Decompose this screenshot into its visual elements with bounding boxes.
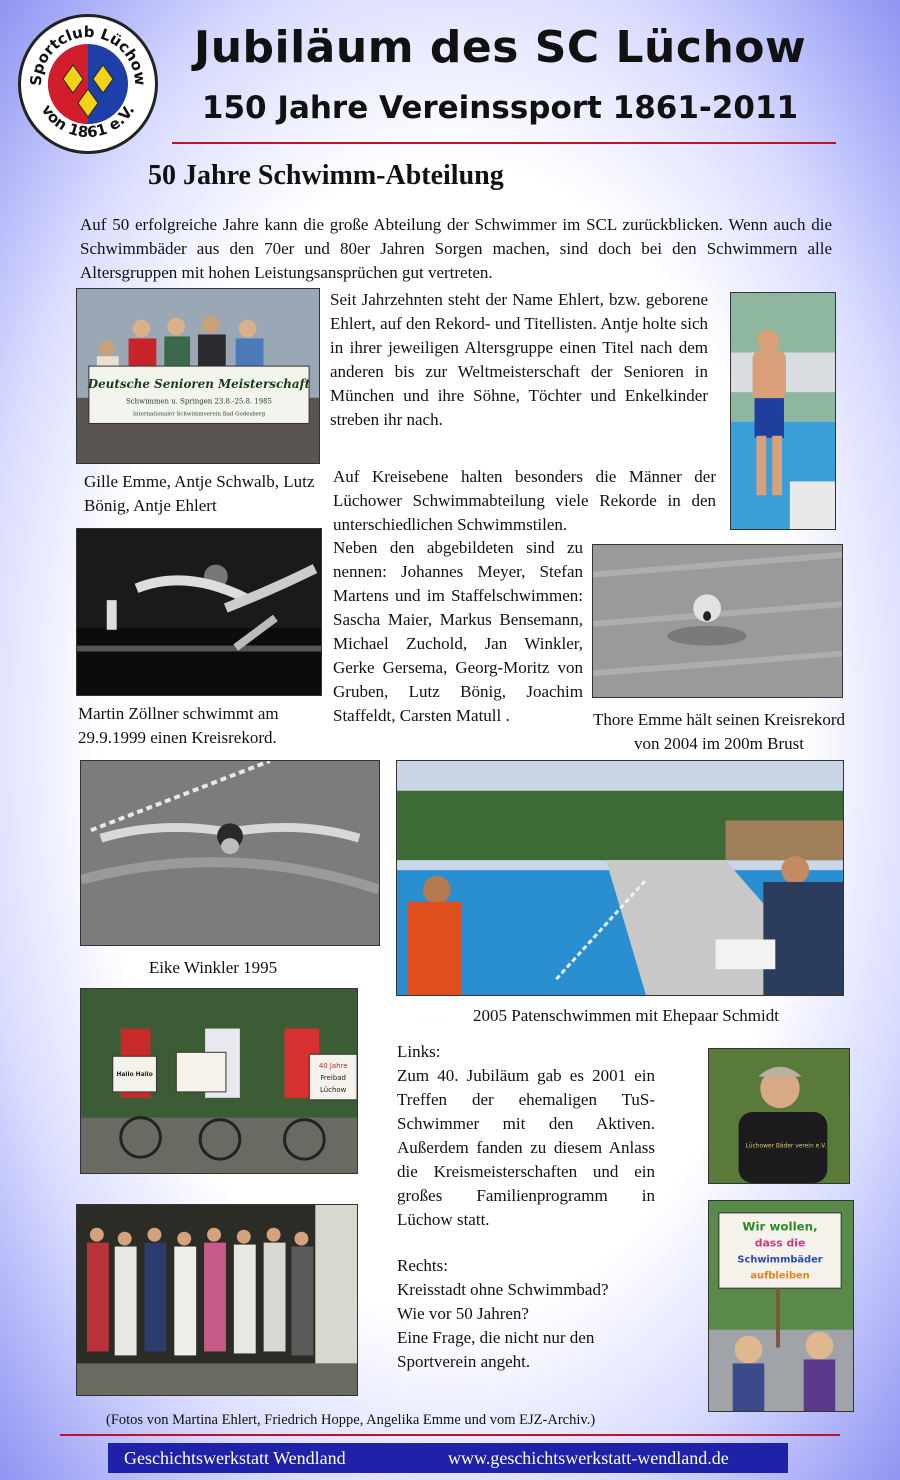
logo-text-top: Sportclub Lüchow <box>26 22 150 87</box>
sign-kids-2: dass die <box>754 1236 806 1250</box>
photo-butterfly <box>80 760 380 946</box>
banner-text-1: Deutsche Senioren Meisterschaft <box>87 376 311 391</box>
shirt-text: Lüchower Bäder verein e.V. <box>745 1143 827 1150</box>
caption-emme: Thore Emme hält seinen Kreisrekord von 2004 im 200m Brust <box>592 710 846 753</box>
rechts-line-2: Wie vor 50 Jahren? <box>397 1304 529 1323</box>
paragraph-ehlert: Seit Jahrzehnten steht der Name Ehlert, bzw. geborene Ehlert, auf den Rekord- und Titellisten. Antje holte sich in ihrer jeweiligen Altersgruppe einen Titel nach dem anderen bis zur Weltmeisterschaft der Senioren in München und ihre Söhne, Töchter und Enkelkinder streben ihr nach. <box>330 290 708 429</box>
rechts-label: Rechts: <box>397 1256 448 1275</box>
rechts-line-1: Kreisstadt ohne Schwimmbad? <box>397 1280 609 1299</box>
photo-swimmer-poolside <box>730 292 836 530</box>
rechts-line-3: Eine Frage, die nicht nur den <box>397 1328 595 1347</box>
footer-org: Geschichtswerkstatt Wendland <box>124 1448 346 1468</box>
section-title: 50 Jahre Schwimm-Abteilung <box>148 160 504 191</box>
links-label: Links: <box>397 1042 441 1061</box>
sign-40-jahre: 40 Jahre <box>318 1062 348 1071</box>
page-subtitle: 150 Jahre Vereinssport 1861-2011 <box>201 90 799 126</box>
page-title: Jubiläum des SC Lüchow <box>193 22 807 73</box>
caption-group: Gille Emme, Antje Schwalb, Lutz Bönig, Antje Ehlert <box>84 472 315 515</box>
footer-divider <box>60 1434 840 1436</box>
footer-bar <box>108 1443 788 1473</box>
rechts-text <box>397 1278 655 1374</box>
rechts-line-4: Sportverein angeht. <box>397 1352 531 1371</box>
banner-text-3: Internationaler Schwimmverein Bad Godesberg <box>132 411 266 418</box>
caption-zoellner: Martin Zöllner schwimmt am 29.9.1999 einen Kreisrekord. <box>78 704 279 747</box>
photo-start-dive <box>76 528 322 696</box>
links-text: Zum 40. Jubiläum gab es 2001 ein Treffen der ehemaligen TuS-Schwimmer mit den Aktiven. Außerdem fanden zu diesem Anlass die Kreismeisterschaften und ein großes Familienprogramm in Lüchow statt. <box>397 1066 655 1229</box>
logo-text-bottom: von 1861 e.V. <box>37 101 139 142</box>
photo-senior-championship <box>76 288 320 464</box>
club-logo <box>18 14 158 154</box>
photo-kids-sign <box>708 1200 854 1412</box>
intro-paragraph: Auf 50 erfolgreiche Jahre kann die große Abteilung der Schwimmer im SCL zurückblicken. Wenn auch die Schwimmbäder aus den 70er und 80er Jahren Sorgen machen, sind doch bei den Schwimmern alle Altersgruppen mit hohen Leistungsansprüchen gut vertreten. <box>80 215 832 282</box>
header-divider <box>172 142 836 144</box>
sign-kids-1: Wir wollen, <box>742 1219 818 1234</box>
paragraph-names: Neben den abgebildeten sind zu nennen: Johannes Meyer, Stefan Martens und im Staffelschwimmen: Sascha Maier, Markus Bensemann, Michael Zuchold, Jan Winkler, Gerke Gersema, Georg-Moritz von Gruben, Lutz Bönig, Joachim Staffeldt, Carsten Matull . <box>333 538 583 725</box>
sign-hallo: Hallo Hallo <box>116 1071 153 1079</box>
photo-patenschwimmen <box>396 760 844 996</box>
sign-kids-3: Schwimmbäder <box>737 1254 823 1266</box>
logo-emblem <box>21 17 155 151</box>
photo-credits: (Fotos von Martina Ehlert, Friedrich Hoppe, Angelika Emme und vom EJZ-Archiv.) <box>106 1412 596 1428</box>
paragraph-kreisebene: Auf Kreisebene halten besonders die Männer der Lüchower Schwimmabteilung viele Rekorde in den unterschiedlichen Schwimmstilen. <box>333 467 716 534</box>
photo-baederverein-shirt <box>708 1048 850 1184</box>
banner-text-2: Schwimmen u. Springen 23.8.-25.8. 1985 <box>126 397 272 406</box>
footer-url[interactable]: www.geschichtswerkstatt-wendland.de <box>448 1448 729 1468</box>
caption-winkler: Eike Winkler 1995 <box>148 958 278 977</box>
sign-freibad: Freibad <box>320 1074 346 1083</box>
sign-luechow: Lüchow <box>320 1085 347 1094</box>
photo-breaststroke <box>592 544 843 698</box>
photo-former-swimmers <box>76 1204 358 1396</box>
photo-bicycle-parade <box>80 988 358 1174</box>
caption-paten: 2005 Patenschwimmen mit Ehepaar Schmidt <box>473 1006 779 1025</box>
sign-kids-4: aufbleiben <box>750 1270 810 1282</box>
